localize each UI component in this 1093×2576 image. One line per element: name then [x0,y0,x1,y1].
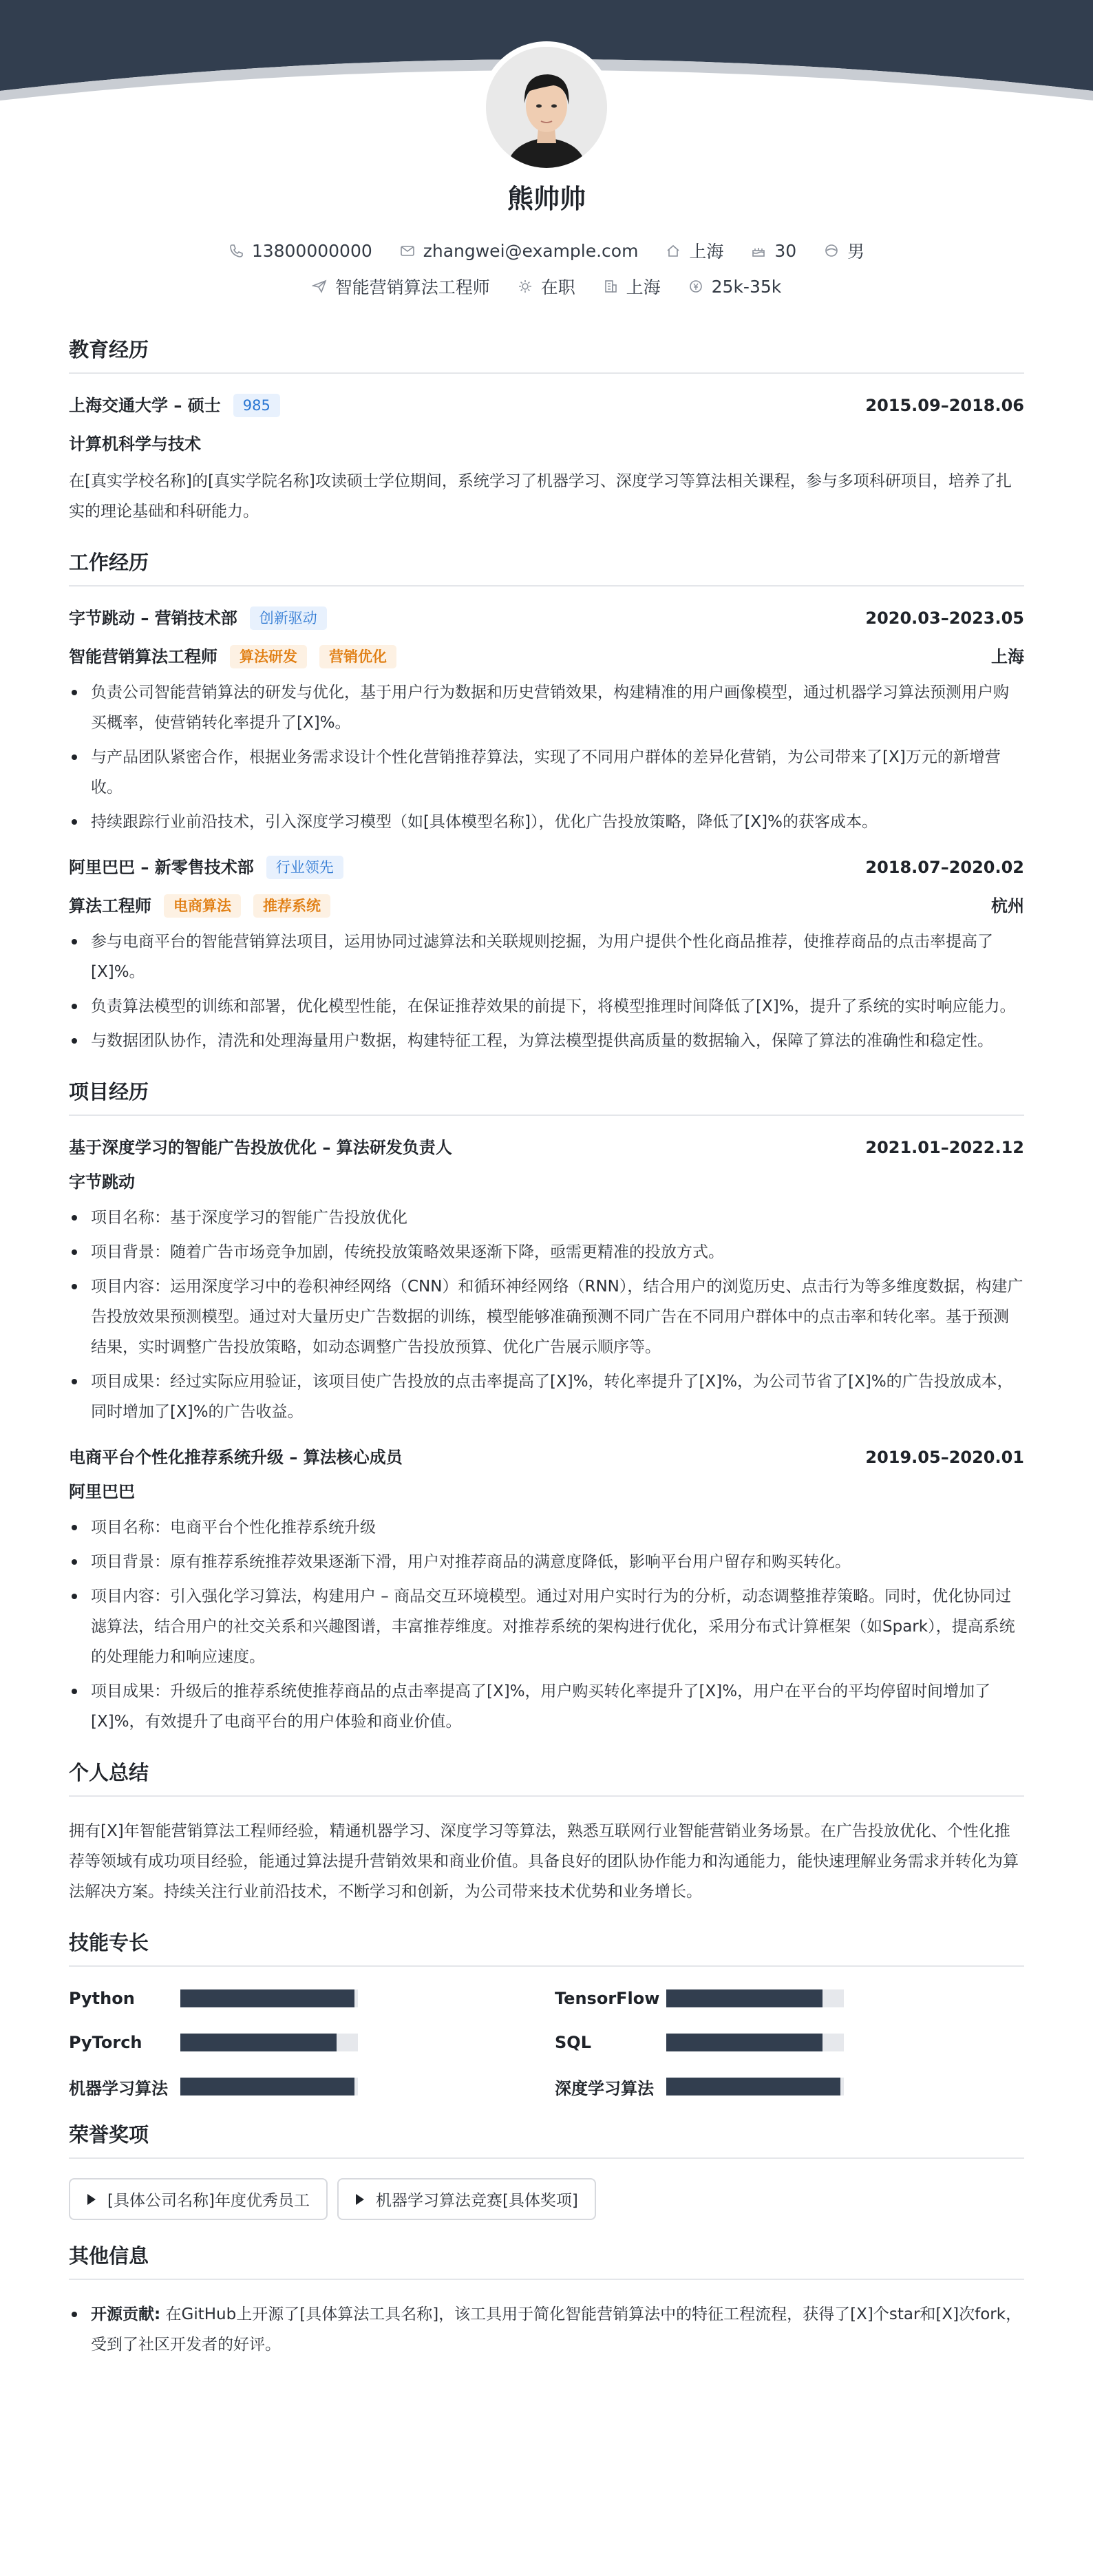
project-name: 基于深度学习的智能广告投放优化 – 算法研发负责人 [69,1138,452,1157]
education-period: 2015.09–2018.06 [865,396,1024,415]
age-item [751,241,796,261]
resume-content [69,335,1024,2380]
list-item: 项目成果：升级后的推荐系统使推荐商品的点击率提高了[X]%，用户购买转化率提升了[X]%，用户在平台的平均停留时间增加了[X]%，有效提升了电商平台的用户体验和商业价值。 [69,1676,1024,1737]
major: 计算机科学与技术 [69,434,201,454]
triangle-right-icon [355,2193,365,2206]
skill-bar [180,1989,358,2007]
company-tag: 行业领先 [266,856,343,879]
projects-title: 项目经历 [69,1077,1024,1116]
skill-name: 深度学习算法 [555,2078,654,2098]
project-entry [69,1445,1024,1737]
skill-item [69,2030,555,2055]
job-entry [69,855,1024,1056]
location-text: 上海 [689,242,724,262]
company-name: 阿里巴巴 – 新零售技术部 [69,858,254,877]
skill-name: 机器学习算法 [69,2078,168,2098]
phone-icon [229,243,244,258]
company-tag: 创新驱动 [250,606,327,630]
triangle-right-icon [87,2193,96,2206]
other-title: 其他信息 [69,2241,1024,2280]
school-name: 上海交通大学 – 硕士 [69,396,221,415]
phone-text: 13800000000 [251,240,372,261]
email-text: zhangwei@example.com [423,240,639,261]
list-item: 项目背景：原有推荐系统推荐效果逐渐下滑，用户对推荐商品的满意度降低，影响平台用户留存和购买转化。 [69,1547,1024,1577]
target-city-text: 上海 [626,277,661,297]
work-section [69,547,1024,1056]
gear-icon [518,279,533,294]
project-period: 2021.01–2022.12 [865,1138,1024,1157]
job-period: 2020.03–2023.05 [865,609,1024,628]
skill-bar [666,1989,844,2007]
skill-name: PyTorch [69,2033,142,2052]
skill-bar [180,2078,358,2095]
skill-bar [666,2034,844,2051]
list-item: 负责公司智能营销算法的研发与优化，基于用户行为数据和历史营销效果，构建精准的用户画像模型，通过机器学习算法预测用户购买概率，使营销转化率提升了[X]%。 [69,677,1024,738]
status-item [518,274,575,299]
job-city: 杭州 [991,896,1024,916]
award-text: [具体公司名称]年度优秀员工 [107,2192,310,2210]
skill-bar [180,2034,358,2051]
list-item: 负责算法模型的训练和部署，优化模型性能，在保证推荐效果的前提下，将模型推理时间降低了[X]%，提升了系统的实时响应能力。 [69,991,1024,1022]
education-title: 教育经历 [69,335,1024,374]
role-tag: 电商算法 [164,894,241,918]
target-city-item [603,274,661,299]
list-item: 与产品团队紧密合作，根据业务需求设计个性化营销推荐算法，实现了不同用户群体的差异化营销，为公司带来了[X]万元的新增营收。 [69,742,1024,803]
skill-fill [666,2034,823,2051]
other-label: 开源贡献: [91,2305,161,2323]
skill-item [69,2074,555,2099]
list-item: 参与电商平台的智能营销算法项目，运用协同过滤算法和关联规则挖掘，为用户提供个性化商品推荐，使推荐商品的点击率提高了[X]%。 [69,927,1024,987]
job-bullets [69,677,1024,837]
list-item: 项目名称：电商平台个性化推荐系统升级 [69,1512,1024,1543]
job-entry [69,606,1024,837]
project-org: 阿里巴巴 [69,1482,135,1501]
home-icon [666,243,681,258]
job-period: 2018.07–2020.02 [865,858,1024,877]
role-tag: 算法研发 [230,645,307,668]
coin-icon [688,279,703,294]
skill-item [555,2030,1024,2055]
skill-item [555,2074,1024,2099]
education-description: 在[真实学校名称]的[真实学院名称]攻读硕士学位期间，系统学习了机器学习、深度学习等算法相关课程，参与多项科研项目，培养了扎实的理论基础和科研能力。 [69,472,1012,520]
summary-text: 拥有[X]年智能营销算法工程师经验，精通机器学习、深度学习等算法，熟悉互联网行业智能营销业务场景。在广告投放优化、个性化推荐等领域有成功项目经验，能通过算法提升营销效果和商业价值。具备良好的团队协作能力和沟通能力，能快速理解业务需求并转化为算法解决方案。持续关注行业前沿技术，不断学习和创新，为公司带来技术优势和业务增长。 [69,1822,1019,1901]
skill-item [555,1986,1024,2011]
skill-item [69,1986,555,2011]
awards-section [69,2120,1024,2220]
building-icon [603,279,618,294]
awards-title: 荣誉奖项 [69,2120,1024,2159]
salary-item [688,277,782,297]
list-item: 项目名称：基于深度学习的智能广告投放优化 [69,1203,1024,1233]
list-item: 项目成果：经过实际应用验证，该项目使广告投放的点击率提高了[X]%，转化率提升了[X]%，为公司节省了[X]%的广告投放成本，同时增加了[X]%的广告收益。 [69,1366,1024,1427]
mail-icon [400,243,415,258]
job-intent-row [0,274,1093,299]
role-tag: 推荐系统 [253,894,330,918]
other-bullets [69,2299,1024,2360]
projects-section [69,1077,1024,1737]
send-icon [312,279,327,294]
skill-fill [666,2078,840,2095]
list-item: 项目背景：随着广告市场竞争加剧，传统投放策略效果逐渐下降，亟需更精准的投放方式。 [69,1237,1024,1267]
phone-item [229,241,372,261]
project-period: 2019.05–2020.01 [865,1448,1024,1467]
award-text: 机器学习算法竞赛[具体奖项] [375,2192,578,2210]
project-org: 字节跳动 [69,1172,135,1192]
project-bullets [69,1512,1024,1737]
avatar-frame [480,41,613,173]
job-role: 智能营销算法工程师 [69,647,217,666]
salary-text: 25k-35k [711,276,782,297]
skills-grid [69,1986,1024,2099]
email-item [400,241,639,261]
role-tag: 营销优化 [319,645,396,668]
list-item: 持续跟踪行业前沿技术，引入深度学习模型（如[具体模型名称]），优化广告投放策略，降低了[X]%的获客成本。 [69,807,1024,837]
skill-fill [666,1989,823,2007]
list-item: 项目内容：运用深度学习中的卷积神经网络（CNN）和循环神经网络（RNN），结合用户的浏览历史、点击行为等多维度数据，构建广告投放效果预测模型。通过对大量历史广告数据的训练，模型能够准确预测不同广告在不同用户群体中的点击率和转化率。基于预测结果，实时调整广告投放策略，如动态调整广告投放预算、优化广告展示顺序等。 [69,1271,1024,1362]
skills-title: 技能专长 [69,1928,1024,1967]
skill-bar [666,2078,844,2095]
award-chip [69,2178,328,2220]
award-chip [337,2178,596,2220]
summary-title: 个人总结 [69,1757,1024,1797]
project-name: 电商平台个性化推荐系统升级 – 算法核心成员 [69,1448,403,1467]
education-entry [69,393,1024,527]
location-item [666,238,723,263]
cake-icon [751,243,766,258]
job-city: 上海 [991,647,1024,666]
status-text: 在职 [540,277,575,297]
work-title: 工作经历 [69,547,1024,587]
skill-fill [180,1989,354,2007]
gender-icon [824,243,839,258]
project-bullets [69,1203,1024,1427]
job-bullets [69,927,1024,1056]
target-job-item [312,274,490,299]
age-text: 30 [774,240,797,261]
summary-section [69,1757,1024,1907]
skill-fill [180,2078,354,2095]
awards-list [69,2178,1024,2220]
avatar [486,47,607,168]
candidate-name: 熊帅帅 [507,184,586,214]
skill-fill [180,2034,337,2051]
company-name: 字节跳动 – 营销技术部 [69,609,237,628]
other-section [69,2241,1024,2360]
list-item [69,2299,1024,2360]
education-section [69,335,1024,527]
target-job-text: 智能营销算法工程师 [335,277,490,297]
skill-name: Python [69,1989,135,2008]
skill-name: TensorFlow [555,1989,660,2008]
contact-row [0,238,1093,263]
skills-section [69,1928,1024,2099]
list-item: 与数据团队协作，清洗和处理海量用户数据，构建特征工程，为算法模型提供高质量的数据输入，保障了算法的准确性和稳定性。 [69,1026,1024,1056]
project-entry [69,1135,1024,1427]
job-role: 算法工程师 [69,896,151,916]
skill-name: SQL [555,2033,591,2052]
list-item: 项目内容：引入强化学习算法，构建用户 – 商品交互环境模型。通过对用户实时行为的分析，动态调整推荐策略。同时，优化协同过滤算法，结合用户的社交关系和兴趣图谱，丰富推荐维度。对推荐系统的架构进行优化，采用分布式计算框架（如Spark），提高系统的处理能力和响应速度。 [69,1581,1024,1672]
gender-item [824,238,864,263]
school-tag: 985 [233,394,280,417]
gender-text: 男 [847,242,865,262]
other-text: 在GitHub上开源了[具体算法工具名称]，该工具用于简化智能营销算法中的特征工程流程，获得了[X]个star和[X]次fork，受到了社区开发者的好评。 [91,2305,1022,2354]
